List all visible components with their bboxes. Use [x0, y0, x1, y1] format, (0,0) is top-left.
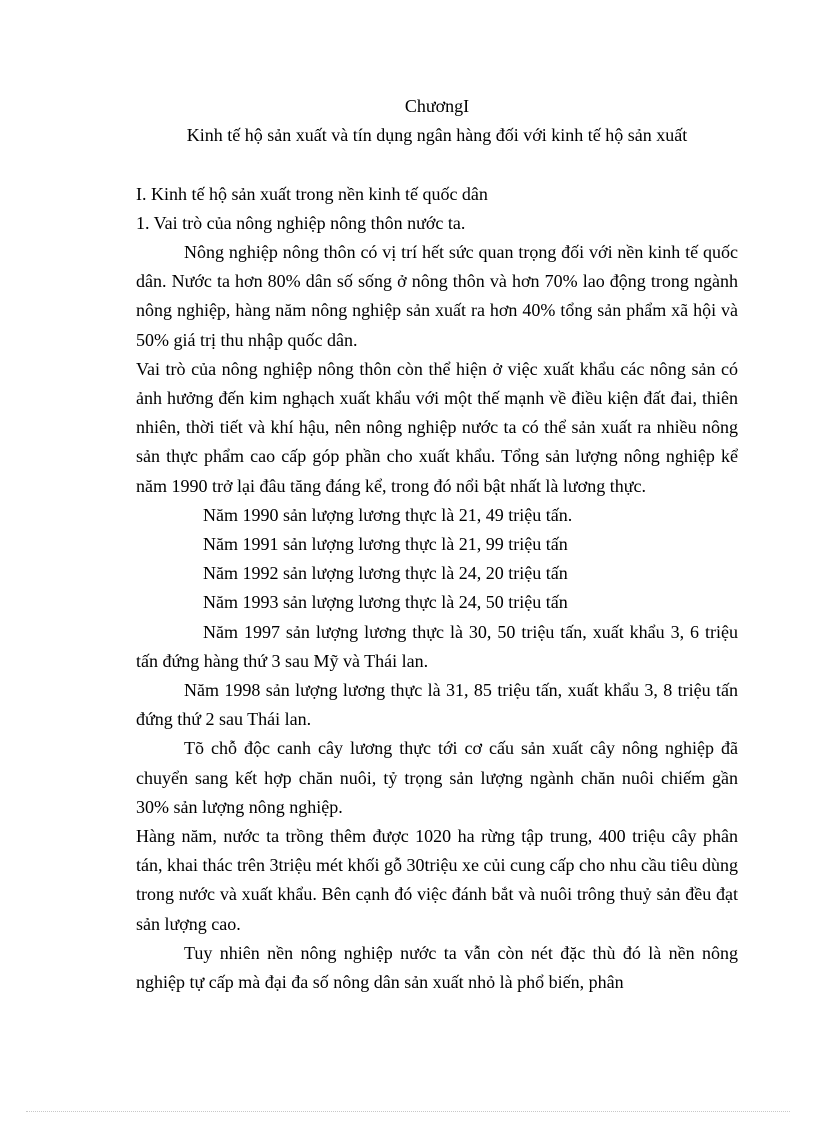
stat-line-1991: Năm 1991 sản lượng lương thực là 21, 99 triệu tấn [203, 534, 568, 555]
document-page [136, 92, 738, 997]
section-heading: I. Kinh tế hộ sản xuất trong nền kinh tế quốc dân [136, 183, 488, 204]
stat-line-1993: Năm 1993 sản lượng lương thực là 24, 50 triệu tấn [203, 592, 568, 613]
page-bottom-divider [26, 1111, 790, 1112]
paragraph: Tuy nhiên nền nông nghiệp nước ta vẫn còn nét đặc thù đó là nền nông nghiệp tự cấp mà đại đa số nông dân sản xuất nhỏ là phổ biến, phân [136, 942, 738, 993]
paragraph: Năm 1998 sản lượng lương thực là 31, 85 triệu tấn, xuất khẩu 3, 8 triệu tấn đứng thứ 2 sau Thái lan. [136, 680, 738, 730]
stat-line-1997: Năm 1997 sản lượng lương thực là 30, 50 triệu tấn, xuất khẩu 3, 6 triệu tấn đứng hàng thứ 3 sau Mỹ và Thái lan. [136, 621, 738, 671]
section-subheading: 1. Vai trò của nông nghiệp nông thôn nước ta. [136, 212, 466, 233]
spacer [136, 150, 738, 179]
stat-line-1992: Năm 1992 sản lượng lương thực là 24, 20 triệu tấn [203, 563, 568, 584]
paragraph: Tõ chỗ độc canh cây lương thực tới cơ cấu sản xuất cây nông nghiệp đã chuyển sang kết hợp chăn nuôi, tỷ trọng sản lượng ngành chăn nuôi chiếm gần 30% sản lượng nông nghiệp. [136, 738, 738, 817]
paragraph: Vai trò của nông nghiệp nông thôn còn thể hiện ở việc xuất khẩu các nông sản có ảnh hưởng đến kim nghạch xuất khẩu với một thế mạnh về điều kiện đất đai, thiên nhiên, thời tiết và khí hậu, nên nông nghiệp nước ta có thể sản xuất ra nhiều nông sản thực phẩm cao cấp góp phần cho xuất khẩu. Tổng sản lượng nông nghiệp kể năm 1990 trở lại đâu tăng đáng kể, trong đó nổi bật nhất là lương thực. [136, 358, 738, 496]
chapter-subtitle: Kinh tế hộ sản xuất và tín dụng ngân hàng đối với kinh tế hộ sản xuất [186, 125, 688, 146]
paragraph: Nông nghiệp nông thôn có vị trí hết sức quan trọng đối với nền kinh tế quốc dân. Nước ta hơn 80% dân số sống ở nông thôn và hơn 70% lao động trong ngành nông nghiệp, hàng năm nông nghiệp sản xuất ra hơn 40% tổng sản phẩm xã hội và 50% giá trị thu nhập quốc dân. [136, 242, 738, 350]
chapter-title: ChươngI [404, 96, 470, 116]
stat-line-1990: Năm 1990 sản lượng lương thực là 21, 49 triệu tấn. [203, 504, 573, 525]
paragraph: Hàng năm, nước ta trồng thêm được 1020 ha rừng tập trung, 400 triệu cây phân tán, khai thác trên 3triệu mét khối gỗ 30triệu xe củi cung cấp cho nhu cầu tiêu dùng trong nước và xuất khẩu. Bên cạnh đó việc đánh bắt và nuôi trông thuỷ sản đều đạt sản lượng cao. [136, 826, 738, 934]
